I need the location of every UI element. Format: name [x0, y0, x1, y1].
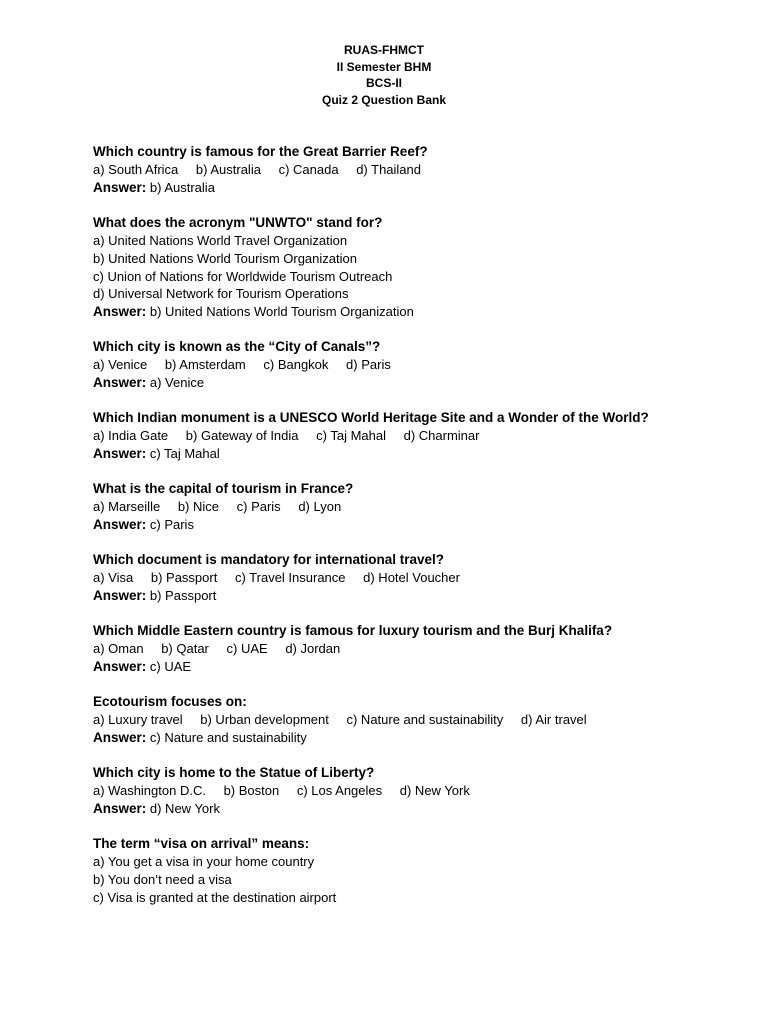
- answer-label: Answer:: [93, 180, 147, 195]
- answer-line: [93, 445, 753, 463]
- option: b) Qatar: [161, 641, 209, 657]
- answer-line: [93, 516, 753, 534]
- answer-label: Answer:: [93, 304, 147, 320]
- answer-value: c) Paris: [149, 517, 194, 533]
- option: b) You don’t need a visa: [93, 871, 232, 887]
- option: a) United Nations World Travel Organization: [93, 233, 348, 248]
- answer-label: Answer:: [93, 730, 147, 746]
- question-item: [93, 409, 753, 463]
- answer-label: Answer:: [93, 659, 147, 675]
- option: c) Bangkok: [263, 357, 329, 373]
- answer-line: [93, 303, 753, 321]
- question-item: [93, 764, 753, 818]
- options-row: [93, 640, 753, 658]
- question-text: Which country is famous for the Great Barrier Reef?: [93, 144, 428, 159]
- option: b) Amsterdam: [164, 357, 246, 373]
- option: d) Jordan: [285, 641, 341, 657]
- question-item: [93, 835, 753, 906]
- option: c) UAE: [226, 641, 268, 657]
- answer-line: [93, 658, 753, 676]
- question-text: What is the capital of tourism in France?: [93, 481, 354, 497]
- question-list: [93, 143, 753, 924]
- answer-value: c) Taj Mahal: [149, 446, 220, 462]
- option: a) Oman: [93, 641, 144, 657]
- answer-label: Answer:: [93, 375, 147, 391]
- option: c) Taj Mahal: [316, 428, 386, 444]
- options-row: [93, 782, 753, 800]
- options-row: [93, 161, 753, 179]
- options-row: [93, 569, 753, 587]
- option: d) Charminar: [403, 428, 480, 444]
- question-text: Which Indian monument is a UNESCO World Heritage Site and a Wonder of the World?: [93, 410, 649, 426]
- option: a) You get a visa in your home country: [93, 854, 315, 870]
- answer-line: [93, 179, 753, 197]
- option: b) Nice: [177, 499, 219, 515]
- option: d) Universal Network for Tourism Operations: [93, 286, 349, 302]
- answer-value: a) Venice: [149, 375, 205, 391]
- answer-line: [93, 374, 753, 392]
- question-text: Which city is home to the Statue of Liberty?: [93, 765, 375, 781]
- answer-value: d) New York: [149, 801, 220, 817]
- option: d) Paris: [346, 357, 391, 373]
- answer-label: Answer:: [93, 517, 147, 533]
- document-header: [0, 42, 768, 108]
- option: b) Urban development: [200, 712, 329, 728]
- course-code: BCS-II: [366, 76, 402, 90]
- option: a) Luxury travel: [93, 712, 183, 728]
- option: b) Australia: [195, 162, 261, 177]
- option: d) Lyon: [298, 499, 342, 515]
- question-item: [93, 214, 753, 321]
- option: d) Thailand: [356, 162, 421, 177]
- option: a) South Africa: [93, 162, 179, 177]
- answer-label: Answer:: [93, 801, 147, 817]
- answer-line: [93, 800, 753, 818]
- answer-value: c) Nature and sustainability: [149, 730, 307, 746]
- option: a) Venice: [93, 357, 148, 373]
- question-text: The term “visa on arrival” means:: [93, 836, 310, 852]
- answer-value: b) Passport: [149, 588, 217, 604]
- option: a) Washington D.C.: [93, 783, 206, 799]
- question-item: [93, 622, 753, 676]
- question-text: Which document is mandatory for international travel?: [93, 552, 445, 568]
- options-row: [93, 427, 753, 445]
- question-text: Which city is known as the “City of Canals”?: [93, 339, 381, 355]
- option: b) United Nations World Tourism Organization: [93, 250, 357, 266]
- option: c) Travel Insurance: [234, 570, 346, 586]
- semester-label: II Semester BHM: [336, 59, 432, 74]
- answer-value: b) United Nations World Tourism Organization: [149, 304, 414, 320]
- options-row: [93, 498, 753, 516]
- option: a) Marseille: [93, 499, 161, 515]
- answer-value: b) Australia: [149, 180, 215, 195]
- answer-line: [93, 587, 753, 605]
- option: c) Union of Nations for Worldwide Tourism Outreach: [93, 268, 393, 284]
- question-item: [93, 693, 753, 747]
- answer-value: c) UAE: [149, 659, 192, 675]
- question-item: [93, 480, 753, 534]
- question-text: Which Middle Eastern country is famous for luxury tourism and the Burj Khalifa?: [93, 623, 613, 639]
- question-item: [93, 338, 753, 392]
- question-text: What does the acronym "UNWTO" stand for?: [93, 215, 383, 230]
- options-row: [93, 356, 753, 374]
- question-item: [93, 551, 753, 605]
- option: c) Canada: [278, 162, 339, 177]
- options-row: [93, 711, 753, 729]
- institution-name: RUAS-FHMCT: [344, 43, 424, 57]
- document-title: Quiz 2 Question Bank: [321, 92, 447, 107]
- option: a) India Gate: [93, 428, 169, 444]
- answer-line: [93, 729, 753, 747]
- option: d) Hotel Voucher: [363, 570, 460, 586]
- answer-label: Answer:: [93, 588, 147, 604]
- option: c) Los Angeles: [296, 783, 383, 799]
- option: c) Paris: [236, 499, 281, 515]
- option: d) New York: [399, 783, 470, 799]
- option: a) Visa: [93, 570, 134, 586]
- question-text: Ecotourism focuses on:: [93, 694, 247, 710]
- question-item: [93, 143, 753, 197]
- option: b) Gateway of India: [185, 428, 299, 444]
- option: b) Boston: [223, 783, 280, 799]
- option: b) Passport: [150, 570, 218, 586]
- option: d) Air travel: [520, 712, 587, 728]
- option: c) Nature and sustainability: [346, 712, 504, 728]
- answer-label: Answer:: [93, 446, 147, 462]
- option: c) Visa is granted at the destination airport: [93, 889, 337, 905]
